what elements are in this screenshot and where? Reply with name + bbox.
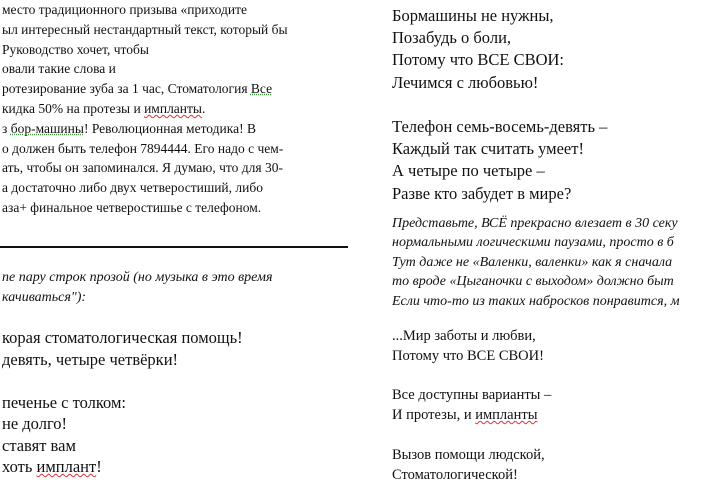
text-line: А четыре по четыре –	[392, 161, 545, 181]
text-line: аза+ финальное четверостишье с телефоном.	[2, 200, 262, 215]
text-line: Потому что ВСЕ СВОИ!	[392, 347, 544, 364]
text-line: ротезирование зуба за 1 час, Стоматология Все	[2, 81, 273, 97]
text-line: корая стоматологическая помощь!	[2, 328, 243, 347]
section-divider	[0, 246, 348, 248]
text-line: о должен быть телефон 7894444. Его надо с чем-	[2, 140, 284, 156]
text-line: Потому что ВСЕ СВОИ:	[392, 50, 565, 70]
grammar-marked-word: Все	[250, 81, 273, 97]
text-line: ставят вам	[2, 435, 76, 455]
spell-marked-word: импланты	[475, 407, 538, 424]
text-line: Бормашины не нужны,	[392, 6, 554, 25]
text-line: девять, четыре четвёрки!	[2, 349, 179, 369]
right-page	[384, 0, 720, 480]
text-line: Если что-то из таких набросков понравится, м	[392, 293, 680, 309]
text-line: нормальными логическими паузами, просто в б	[392, 235, 674, 251]
text-line: ыл интересный нестандартный текст, который бы	[2, 21, 288, 37]
text-line: Телефон семь-восемь-девять –	[392, 117, 608, 136]
text-line: Тут даже не «Валенки, валенки» как я сначала	[392, 254, 673, 270]
text-line: Руководство хочет, чтобы	[2, 41, 149, 57]
text-line: Вызов помощи людской,	[392, 446, 545, 463]
text-line: печенье с толком:	[2, 392, 127, 412]
spell-marked-word: имплант	[36, 457, 97, 476]
text-line: ...Мир заботы и любви,	[392, 328, 536, 344]
text-line: Разве кто забудет в мире?	[392, 183, 572, 203]
text-line: Позабудь о боли,	[392, 28, 512, 48]
text-line: И протезы, и импланты	[392, 407, 538, 424]
text-line: Все доступны варианты –	[392, 387, 552, 404]
text-line: не долго!	[2, 414, 68, 433]
text-line: Представьте, ВСЁ прекрасно влезает в 30 секу	[392, 216, 678, 231]
text-line: Стоматологической!	[392, 466, 518, 480]
text-line: з бор-машины! Революционная методика! В	[2, 120, 256, 136]
left-page	[0, 0, 358, 480]
text-line: место традиционного призыва «приходите	[2, 2, 248, 17]
text-line: хоть имплант!	[2, 457, 102, 476]
text-line: овали такие слова и	[2, 61, 116, 77]
text-line: ать, чтобы он запоминался. Я думаю, что для 30-	[2, 160, 283, 176]
text-line: Каждый так считать умеет!	[392, 139, 584, 159]
text-line: кидка 50% на протезы и импланты.	[2, 101, 206, 116]
grammar-marked-word: бор-машины	[10, 120, 84, 136]
text-line: Лечимся с любовью!	[392, 72, 539, 92]
text-line: качиваться"):	[2, 290, 87, 305]
text-line: пе пару строк прозой (но музыка в это время	[2, 270, 273, 285]
text-line: а достаточно либо двух четверостиший, либо	[2, 180, 263, 196]
spell-marked-word: импланты	[144, 101, 202, 116]
text-line: то вроде «Цыганочки с выходом» должно быт	[392, 274, 674, 290]
